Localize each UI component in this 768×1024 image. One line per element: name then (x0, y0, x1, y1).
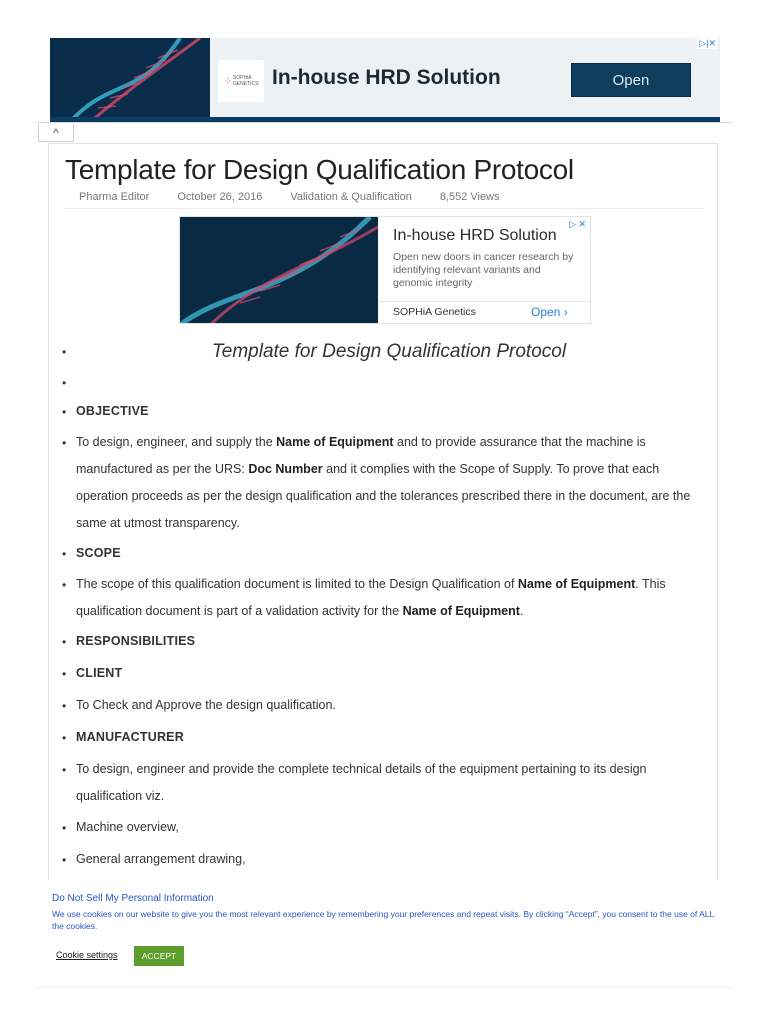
bullet-icon: • (62, 345, 67, 359)
content-title: Template for Design Qualification Protocol (211, 341, 567, 362)
article-body (62, 338, 702, 874)
sophia-genetics-logo (218, 60, 264, 102)
cookie-settings-link[interactable]: Cookie settings (56, 950, 118, 960)
top-ad-headline[interactable]: In-house HRD Solution (272, 66, 501, 89)
cookie-consent-bar (36, 880, 732, 988)
bullet-icon: • (62, 699, 67, 713)
top-banner-ad[interactable] (50, 38, 720, 122)
accept-button[interactable]: ACCEPT (134, 946, 184, 966)
cookie-message: We use cookies on our website to give you the most relevant experience by remembering your preferences and repeat visits. By clicking “Accept”, you consent to the use of ALL the cookies. (52, 909, 714, 931)
list-item (62, 338, 702, 366)
list-item (62, 628, 702, 656)
top-ad-open-button[interactable]: Open (571, 63, 691, 97)
collapse-ad-button[interactable] (38, 124, 74, 142)
list-item (62, 846, 702, 874)
adchoices-icon[interactable]: ▷ ✕ (569, 219, 586, 229)
bullet-icon: • (62, 667, 67, 681)
bullet-icon: • (62, 821, 67, 835)
list-item (62, 660, 702, 688)
inline-ad-description: Open new doors in cancer research by identifying relevant variants and genomic integrity (393, 251, 574, 289)
meta-views: 8,552 Views (439, 191, 500, 203)
dna-helix-image (180, 217, 378, 324)
bullet-icon: • (62, 376, 67, 390)
list-item (62, 540, 702, 568)
list-item (62, 692, 702, 720)
manufacturer-text: To design, engineer and provide the complete technical details of the equipment pertaining to its design qualification viz. (76, 762, 647, 803)
list-item (62, 398, 702, 426)
logo-line-1: SOPHiA (232, 75, 252, 81)
bullet-icon: • (62, 547, 67, 561)
meta-author[interactable]: Pharma Editor (79, 191, 150, 203)
inline-ad-divider (378, 301, 591, 302)
chevron-up-icon: ^ (53, 125, 59, 140)
do-not-sell-link[interactable]: Do Not Sell My Personal Information (52, 893, 214, 904)
page-title: Template for Design Qualification Protocol (65, 154, 574, 185)
meta-date: October 26, 2016 (177, 191, 263, 203)
objective-text: To design, engineer, and supply the Name of Equipment and to provide assurance that the machine is manufactured as per the URS: Doc Number and it complies with the Scope of Supply. To prove that each operation proceeds as per the design qualification and the tolerances prescribed there in the document, are the same at utmost transparency. (76, 435, 691, 530)
meta-divider (65, 208, 703, 209)
bullet-icon: • (62, 853, 67, 867)
adchoices-icon[interactable]: ▷|✕ (699, 38, 716, 48)
list-item (62, 724, 702, 752)
bullet-icon: • (62, 436, 67, 450)
section-heading-manufacturer: MANUFACTURER (76, 730, 184, 744)
bullet-icon: • (62, 635, 67, 649)
logo-line-2: GENETICS (232, 81, 259, 87)
list-item (62, 571, 702, 625)
item-machine-overview: Machine overview, (76, 820, 179, 834)
client-text: To Check and Approve the design qualification. (76, 698, 336, 712)
inline-ad-title[interactable]: In-house HRD Solution (393, 227, 557, 244)
list-item (62, 756, 702, 810)
list-item (62, 429, 702, 537)
sophia-logo-dots-icon: ⁘ (223, 75, 231, 87)
bullet-icon: • (62, 731, 67, 745)
scope-text: The scope of this qualification document is limited to the Design Qualification of Name of Equipment. This qualification document is part of a validation activity for the Name of Equipment. (76, 577, 666, 618)
section-heading-scope: SCOPE (76, 546, 121, 560)
bullet-icon: • (62, 405, 67, 419)
inline-ad[interactable] (179, 216, 591, 324)
inline-ad-open-button[interactable]: Open › (531, 305, 568, 319)
section-heading-responsibilities: RESPONSIBILITIES (76, 634, 196, 648)
list-item (62, 814, 702, 842)
article-meta (79, 191, 528, 203)
section-heading-client: CLIENT (76, 666, 123, 680)
meta-category[interactable]: Validation & Qualification (290, 191, 412, 203)
bullet-icon: • (62, 578, 67, 592)
bullet-icon: • (62, 763, 67, 777)
section-heading-objective: OBJECTIVE (76, 404, 149, 418)
list-item (62, 366, 702, 398)
inline-ad-brand: SOPHiA Genetics (393, 306, 476, 318)
item-general-arrangement: General arrangement drawing, (76, 852, 246, 866)
banner-divider (36, 122, 732, 123)
